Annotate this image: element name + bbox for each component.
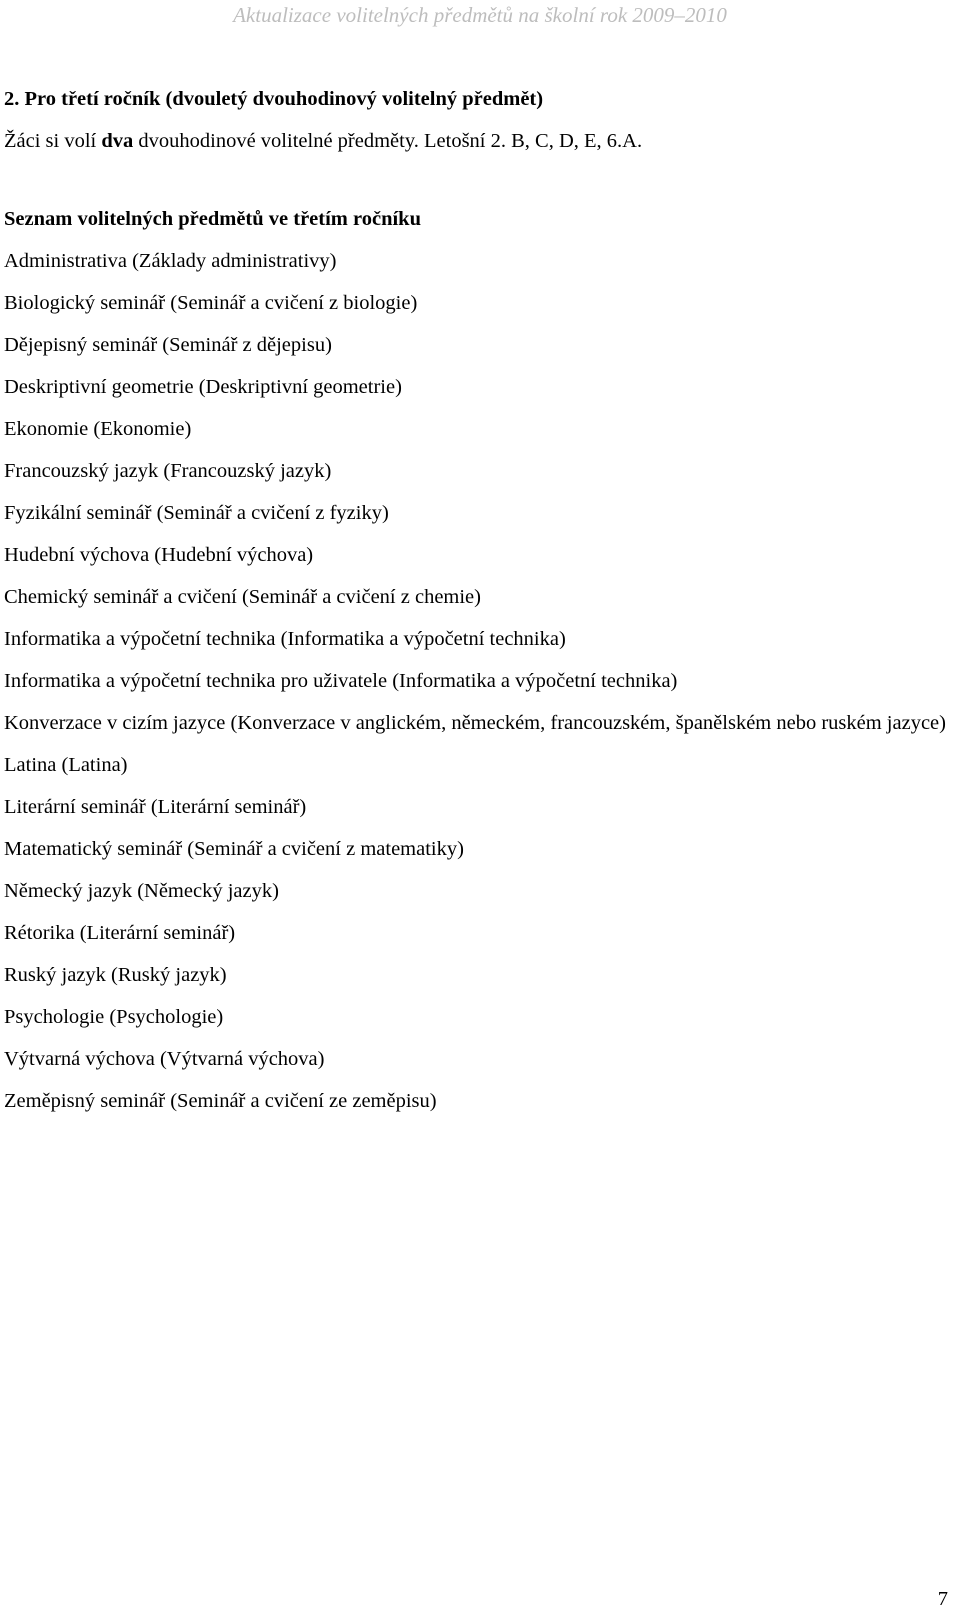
list-item: Psychologie (Psychologie) [4, 1006, 224, 1028]
list-item: Literární seminář (Literární seminář) [4, 796, 307, 818]
list-item: Informatika a výpočetní technika pro uživatele (Informatika a výpočetní technika) [4, 670, 678, 692]
list-item: Konverzace v cizím jazyce (Konverzace v anglickém, německém, francouzském, španělském nebo ruském jazyce) [4, 712, 946, 734]
list-item: Ruský jazyk (Ruský jazyk) [4, 964, 227, 986]
list-item: Informatika a výpočetní technika (Informatika a výpočetní technika) [4, 628, 566, 650]
intro-text-start: Žáci si volí [4, 130, 102, 152]
list-item: Německý jazyk (Německý jazyk) [4, 880, 279, 902]
list-item: Matematický seminář (Seminář a cvičení z matematiky) [4, 838, 464, 860]
list-item: Hudební výchova (Hudební výchova) [4, 544, 314, 566]
list-item: Chemický seminář a cvičení (Seminář a cvičení z chemie) [4, 586, 481, 608]
list-item: Biologický seminář (Seminář a cvičení z biologie) [4, 292, 418, 314]
list-title: Seznam volitelných předmětů ve třetím ročníku [4, 208, 421, 230]
list-item: Zeměpisný seminář (Seminář a cvičení ze zeměpisu) [4, 1090, 437, 1112]
list-item: Francouzský jazyk (Francouzský jazyk) [4, 460, 332, 482]
list-item: Výtvarná výchova (Výtvarná výchova) [4, 1048, 325, 1070]
list-item: Fyzikální seminář (Seminář a cvičení z fyziky) [4, 502, 389, 524]
intro-text-end: dvouhodinové volitelné předměty. Letošní 2. B, C, D, E, 6.A. [133, 130, 643, 152]
list-item: Dějepisný seminář (Seminář z dějepisu) [4, 334, 332, 356]
list-item: Rétorika (Literární seminář) [4, 922, 236, 944]
page-number: 7 [937, 1588, 948, 1610]
intro-bold-word: dva [101, 130, 134, 152]
list-item: Latina (Latina) [4, 754, 128, 776]
running-header: Aktualizace volitelných předmětů na školní rok 2009–2010 [233, 3, 727, 27]
section-heading: 2. Pro třetí ročník (dvouletý dvouhodinový volitelný předmět) [4, 88, 544, 110]
list-item: Deskriptivní geometrie (Deskriptivní geometrie) [4, 376, 402, 398]
document-body [4, 84, 956, 1128]
section-intro [4, 126, 956, 156]
subject-list [4, 246, 956, 1116]
list-item: Administrativa (Základy administrativy) [4, 250, 337, 272]
list-item: Ekonomie (Ekonomie) [4, 418, 192, 440]
